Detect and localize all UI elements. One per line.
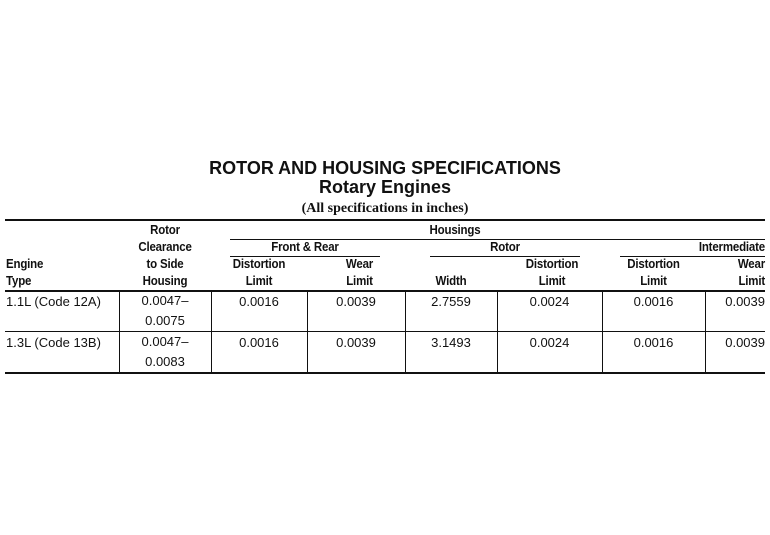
engine-type: 1.3L (Code 13B) — [6, 335, 101, 350]
header-fr-distortion: Distortion Limit — [232, 257, 286, 288]
int-wear: 0.0039 — [725, 294, 765, 309]
engine-type: 1.1L (Code 12A) — [6, 294, 101, 309]
header-int-wear: Wear Limit — [737, 257, 765, 288]
header-rotor-clearance: Rotor Clearance to Side Housing — [138, 223, 192, 288]
page-subtitle: Rotary Engines — [318, 177, 452, 197]
page-title: ROTOR AND HOUSING SPECIFICATIONS — [209, 158, 561, 178]
header-rotor-distortion: Distortion Limit — [525, 257, 579, 288]
fr-distortion: 0.0016 — [239, 335, 279, 350]
header-rotor-width: Width — [435, 274, 467, 288]
header-front-rear: Front & Rear — [271, 240, 339, 254]
header-rotor: Rotor — [490, 240, 520, 254]
fr-wear: 0.0039 — [336, 335, 376, 350]
header-int-distortion: Distortion Limit — [627, 257, 680, 288]
int-distortion: 0.0016 — [633, 335, 674, 350]
int-wear: 0.0039 — [725, 335, 765, 350]
rotor-distortion: 0.0024 — [529, 294, 570, 309]
rotor-width: 2.7559 — [431, 294, 471, 309]
header-housings: Housings — [429, 223, 481, 237]
header-intermediate: Intermediate — [698, 240, 765, 254]
rotor-clearance: 0.0047– 0.0075 — [141, 293, 189, 328]
fr-wear: 0.0039 — [336, 294, 376, 309]
rotor-distortion: 0.0024 — [529, 335, 570, 350]
fr-distortion: 0.0016 — [239, 294, 279, 309]
int-distortion: 0.0016 — [633, 294, 674, 309]
rotor-clearance: 0.0047– 0.0083 — [141, 334, 189, 369]
top-rule — [5, 219, 765, 221]
header-fr-wear: Wear Limit — [345, 257, 374, 288]
units-note: (All specifications in inches) — [301, 201, 469, 216]
rotor-width: 3.1493 — [431, 335, 471, 350]
header-engine-type: Engine Type — [6, 257, 44, 288]
